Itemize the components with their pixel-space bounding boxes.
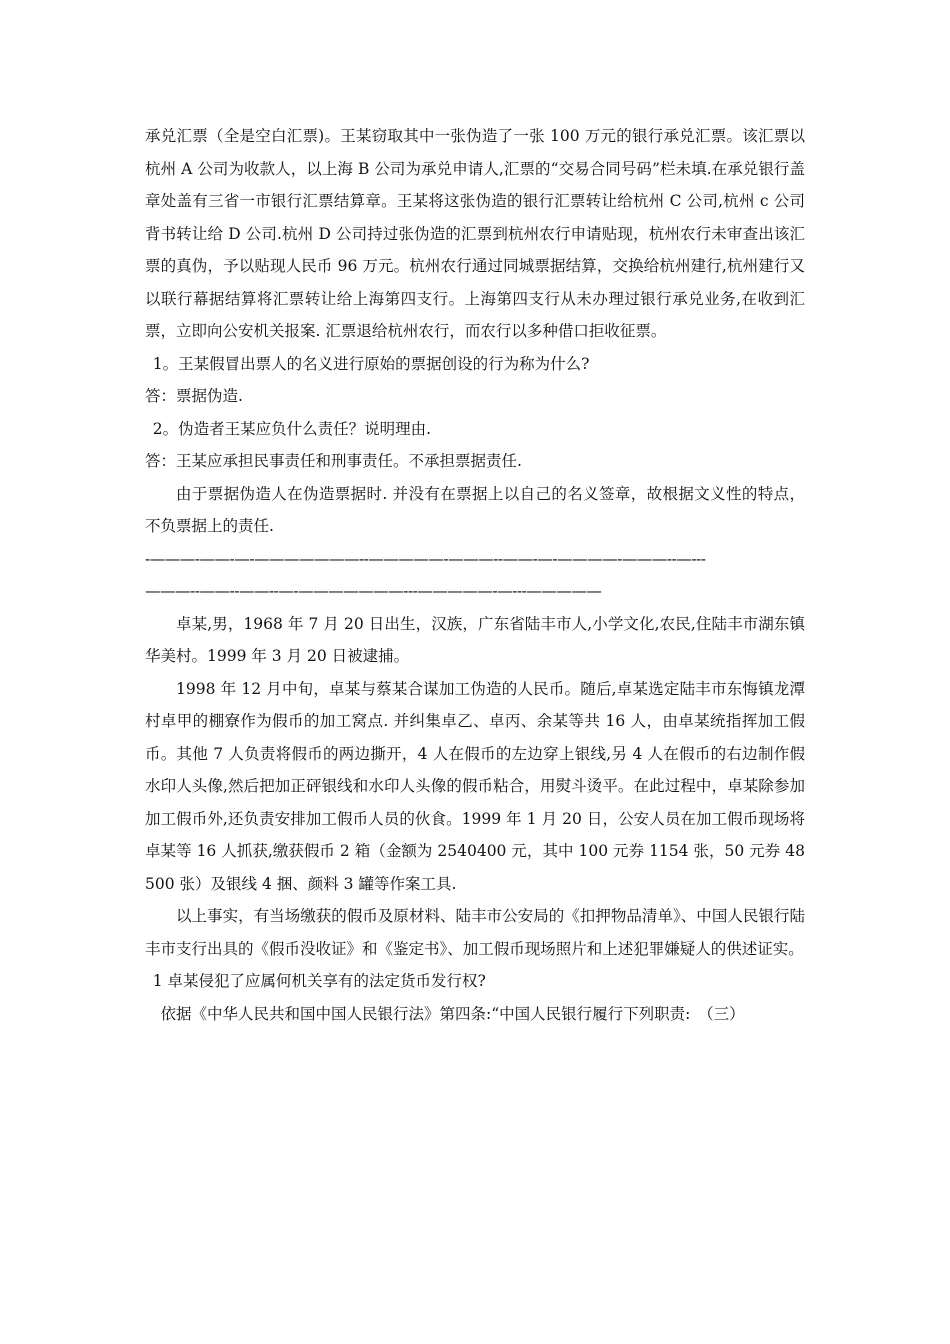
law-citation-paragraph: 依据《中华人民共和国中国人民银行法》第四条:“中国人民银行履行下列职责: （三）: [160, 1004, 745, 1023]
answer-2: 答：王某应承担民事责任和刑事责任。不承担票据责任.: [145, 452, 522, 470]
defendant-info-paragraph: 卓某,男，1968 年 7 月 20 日出生，汉族，广东省陆丰市人,小学文化,农民,住陆丰市湖东镇华美村。1999 年 3 月 20 日被逮捕。: [145, 614, 805, 665]
question-3: 1 卓某侵犯了应属何机关享有的法定货币发行权?: [152, 972, 486, 990]
reason-paragraph: 由于票据伪造人在伪造票据时. 并没有在票据上以自己的名义签章，故根据文义性的特点，不负票据上的责任.: [145, 484, 805, 535]
case-facts-paragraph: 1998 年 12 月中旬，卓某与蔡某合谋加工伪造的人民币。随后,卓某选定陆丰市东悔镇龙潭村卓甲的棚寮作为假币的加工窝点. 并纠集卓乙、卓丙、余某等共 16 人，由卓某统指挥加工假币。其他 7 人负责将假币的两边撕开，4 人在假币的左边穿上银线,另 4 人在假币的右边制作假水印人头像,然后把加正砰银线和水印人头像的假币粘合，用熨斗烫平。在此过程中，卓某除参加加工假币外,还负责安排加工假币人员的伙食。1999 年 1 月 20 日，公安人员在加工假币现场将卓某等 16 人抓获,缴获假币 2 箱（金额为 2540400 元，其中 100 元券 1154 张，50 元券 48500 张）及银线 4 捆、颜料 3 罐等作案工具.: [145, 679, 805, 893]
answer-1: 答：票据伪造.: [145, 387, 243, 405]
document-body: [145, 120, 805, 1030]
evidence-paragraph: 以上事实，有当场缴获的假币及原材料、陆丰市公安局的《扣押物品清单》、中国人民银行陆丰市支行出具的《假币没收证》和《鉴定书》、加工假币现场照片和上述犯罪嫌疑人的供述证实。: [145, 907, 805, 958]
question-1: 1。王某假冒出票人的名义进行原始的票据创设的行为称为什么?: [152, 354, 590, 373]
question-2: 2。伪造者王某应负什么责任？说明理由.: [152, 419, 432, 438]
case-paragraph-bill: 承兑汇票（全是空白汇票)。王某窃取其中一张伪造了一张 100 万元的银行承兑汇票。该汇票以杭州 A 公司为收款人，以上海 B 公司为承兑申请人,汇票的“交易合同号码”栏未填.在承兑银行盖章处盖有三省一市银行汇票结算章。王某将这张伪造的银行汇票转让给杭州 C 公司,杭州 c 公司背书转让给 D 公司.杭州 D 公司持过张伪造的汇票到杭州农行申请贴现，杭州农行未审查出该汇票的真伪，予以贴现人民币 96 万元。杭州农行通过同城票据结算，交换给杭州建行,杭州建行又以联行幕据结算将汇票转让给上海第四支行。上海第四支行从未办理过银行承兑业务,在收到汇票，立即向公安机关报案. 汇票退给杭州农行，而农行以多种借口拒收征票。: [145, 127, 805, 340]
separator-line-1: -———-——-—-———————--—————-———--——-—-————-———--—---: [145, 549, 706, 568]
separator-line-2: ———--——--——--—-———————---—————-—---—————: [145, 582, 602, 600]
